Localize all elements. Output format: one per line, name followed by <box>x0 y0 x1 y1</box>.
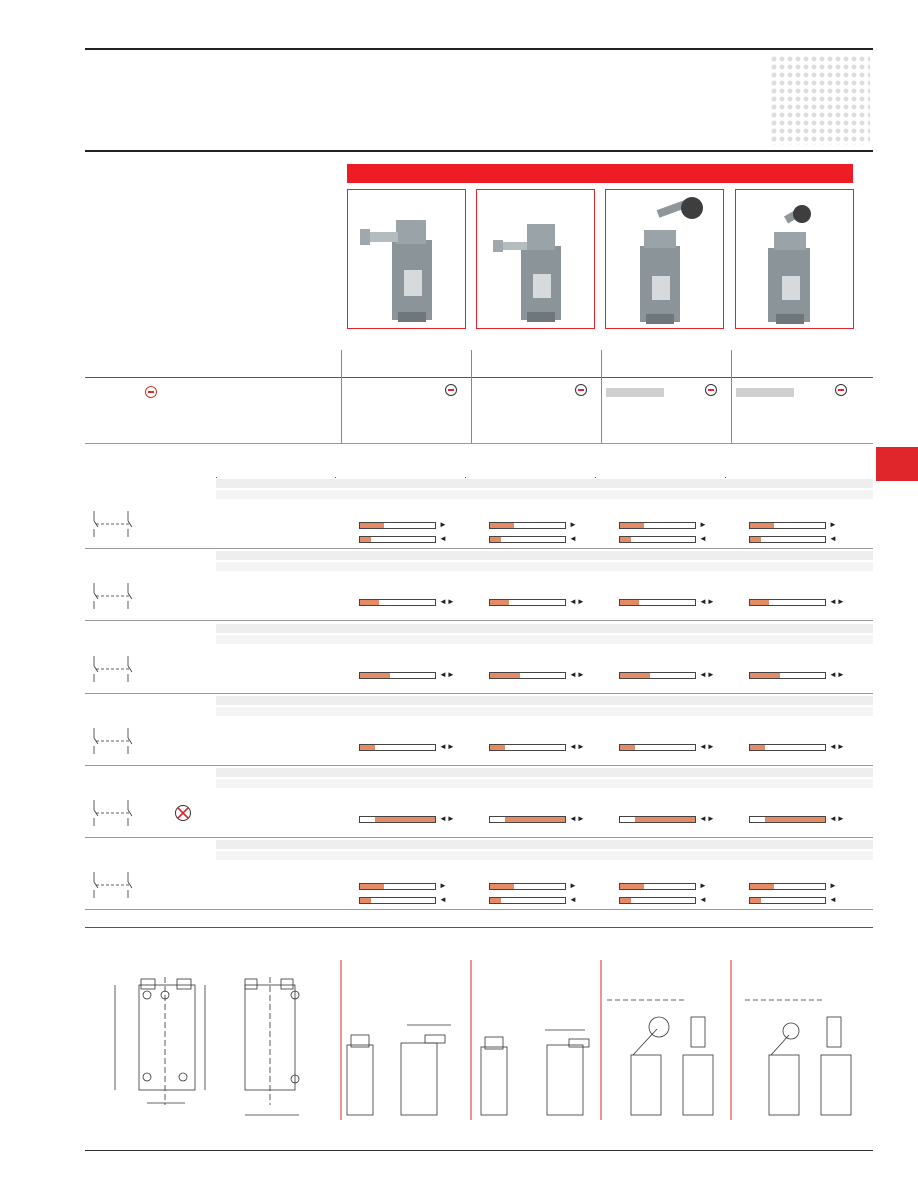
travel-diagram-bar <box>359 522 436 529</box>
travel-arrow-icon: ◄► <box>829 670 845 679</box>
arrow-circle-icon <box>145 386 157 398</box>
travel-arrow-icon: ◄► <box>569 814 585 823</box>
travel-fill <box>375 817 435 822</box>
table-top-rule <box>85 377 873 378</box>
dot-pattern-decoration <box>770 55 870 145</box>
travel-fill <box>620 884 644 889</box>
arrow-circle-icon <box>705 384 717 396</box>
travel-arrow-icon: ◄ <box>699 534 707 543</box>
travel-arrow-icon: ◄► <box>569 597 585 606</box>
contact-symbol-icon <box>88 509 138 539</box>
travel-diagram-bar <box>489 599 566 606</box>
travel-diagram-bar <box>489 744 566 751</box>
row-header-band <box>216 768 873 777</box>
contact-symbol-icon <box>88 798 138 828</box>
travel-fill <box>490 673 520 678</box>
forbidden-circle-icon <box>174 804 192 822</box>
header-strip-tick <box>335 477 336 478</box>
col-divider <box>341 350 342 444</box>
row-subheader-band <box>216 490 873 499</box>
travel-diagram-bar <box>489 897 566 904</box>
travel-diagram-bar <box>619 816 696 823</box>
travel-diagram-bar <box>359 536 436 543</box>
header-strip-tick <box>595 477 596 478</box>
dimension-drawings <box>85 955 875 1125</box>
travel-arrow-icon: ◄ <box>439 895 447 904</box>
travel-arrow-icon: ► <box>699 520 707 529</box>
travel-diagram-bar <box>489 816 566 823</box>
travel-arrow-icon: ► <box>569 881 577 890</box>
travel-diagram-bar <box>749 536 826 543</box>
travel-arrow-icon: ◄ <box>699 895 707 904</box>
travel-arrow-icon: ◄ <box>829 895 837 904</box>
header-strip-tick <box>465 477 466 478</box>
table-bottom-rule <box>85 443 873 444</box>
col-divider <box>471 350 472 444</box>
travel-fill <box>620 600 639 605</box>
travel-fill <box>490 884 514 889</box>
arrow-circle-icon <box>575 384 587 396</box>
travel-fill <box>620 745 635 750</box>
travel-fill <box>750 898 761 903</box>
row-header-band <box>216 551 873 560</box>
travel-diagram-bar <box>749 744 826 751</box>
travel-fill <box>750 537 761 542</box>
travel-arrow-icon: ◄► <box>829 742 845 751</box>
travel-arrow-icon: ► <box>569 520 577 529</box>
row-subheader-band <box>216 562 873 571</box>
travel-fill <box>620 523 644 528</box>
travel-fill <box>750 745 765 750</box>
travel-arrow-icon: ◄► <box>699 670 715 679</box>
travel-fill <box>750 523 774 528</box>
travel-arrow-icon: ◄► <box>439 814 455 823</box>
travel-arrow-icon: ◄► <box>829 814 845 823</box>
footer-rule <box>85 1150 873 1151</box>
row-header-band <box>216 624 873 633</box>
section-red-tab <box>876 447 918 481</box>
header-strip-tick <box>725 477 726 478</box>
travel-arrow-icon: ► <box>829 520 837 529</box>
travel-fill <box>360 673 390 678</box>
travel-fill <box>505 817 565 822</box>
header-bottom-rule <box>85 150 873 152</box>
travel-fill <box>360 745 375 750</box>
travel-fill <box>490 745 505 750</box>
contact-symbol-icon <box>88 726 138 756</box>
travel-fill <box>750 673 780 678</box>
travel-arrow-icon: ◄► <box>569 742 585 751</box>
roller-lever-switch-compact-photo <box>735 189 854 329</box>
travel-arrow-icon: ◄► <box>699 742 715 751</box>
travel-diagram-bar <box>359 744 436 751</box>
row-header-band <box>216 840 873 849</box>
travel-diagram-bar <box>359 897 436 904</box>
travel-arrow-icon: ◄ <box>569 534 577 543</box>
travel-diagram-bar <box>489 536 566 543</box>
travel-diagram-bar <box>359 599 436 606</box>
product-red-band <box>347 164 853 183</box>
travel-fill <box>490 537 501 542</box>
row-subheader-band <box>216 635 873 644</box>
roller-lever-switch-photo <box>605 189 724 329</box>
travel-diagram-bar <box>749 883 826 890</box>
travel-arrow-icon: ◄► <box>439 670 455 679</box>
travel-fill <box>360 600 379 605</box>
travel-diagram-bar <box>749 522 826 529</box>
travel-diagram-bar <box>489 522 566 529</box>
travel-diagram-bar <box>359 672 436 679</box>
travel-diagram-bar <box>619 599 696 606</box>
travel-arrow-icon: ◄ <box>569 895 577 904</box>
travel-arrow-icon: ► <box>829 881 837 890</box>
travel-diagram-bar <box>359 883 436 890</box>
arrow-circle-icon <box>445 384 457 396</box>
travel-diagram-bar <box>749 897 826 904</box>
travel-arrow-icon: ► <box>699 881 707 890</box>
travel-fill <box>360 884 384 889</box>
contact-symbol-icon <box>88 654 138 684</box>
travel-diagram-bar <box>619 883 696 890</box>
row-separator <box>85 837 873 838</box>
travel-arrow-icon: ◄► <box>439 597 455 606</box>
travel-arrow-icon: ◄► <box>439 742 455 751</box>
row-subheader-band <box>216 779 873 788</box>
travel-fill <box>490 523 514 528</box>
travel-fill <box>360 523 384 528</box>
travel-fill <box>360 537 371 542</box>
travel-fill <box>620 537 631 542</box>
row-separator <box>85 620 873 621</box>
travel-arrow-icon: ◄► <box>699 814 715 823</box>
row-header-band <box>216 479 873 488</box>
table-end-rule <box>85 927 873 928</box>
travel-diagram-bar <box>489 883 566 890</box>
travel-diagram-bar <box>749 599 826 606</box>
travel-arrow-icon: ◄ <box>829 534 837 543</box>
row-separator <box>85 765 873 766</box>
travel-fill <box>360 898 371 903</box>
travel-arrow-icon: ◄► <box>829 597 845 606</box>
plunger-switch-photo <box>347 189 466 329</box>
header-strip-tick <box>216 477 217 478</box>
travel-fill <box>490 898 501 903</box>
travel-diagram-bar <box>749 816 826 823</box>
col-divider <box>601 350 602 444</box>
travel-fill <box>765 817 825 822</box>
travel-diagram-bar <box>359 816 436 823</box>
plunger-switch-angled-photo <box>476 189 595 329</box>
travel-diagram-bar <box>619 672 696 679</box>
gray-label-bar <box>736 388 794 397</box>
gray-label-bar <box>606 388 664 397</box>
travel-fill <box>620 898 631 903</box>
row-separator <box>85 909 873 910</box>
travel-diagram-bar <box>619 897 696 904</box>
travel-arrow-icon: ► <box>439 520 447 529</box>
travel-diagram-bar <box>619 522 696 529</box>
travel-diagram-bar <box>749 672 826 679</box>
travel-fill <box>490 600 509 605</box>
row-header-band <box>216 696 873 705</box>
row-subheader-band <box>216 707 873 716</box>
arrow-circle-icon <box>835 384 847 396</box>
travel-arrow-icon: ◄► <box>699 597 715 606</box>
col-divider <box>731 350 732 444</box>
row-separator <box>85 548 873 549</box>
travel-diagram-bar <box>489 672 566 679</box>
travel-fill <box>635 817 695 822</box>
travel-fill <box>750 884 774 889</box>
travel-fill <box>750 600 769 605</box>
row-subheader-band <box>216 851 873 860</box>
travel-diagram-bar <box>619 744 696 751</box>
travel-diagram-bar <box>619 536 696 543</box>
top-rule <box>85 48 873 50</box>
travel-arrow-icon: ◄► <box>569 670 585 679</box>
travel-fill <box>620 673 650 678</box>
travel-arrow-icon: ◄ <box>439 534 447 543</box>
travel-arrow-icon: ► <box>439 881 447 890</box>
contact-symbol-icon <box>88 870 138 900</box>
contact-symbol-icon <box>88 581 138 611</box>
row-separator <box>85 693 873 694</box>
